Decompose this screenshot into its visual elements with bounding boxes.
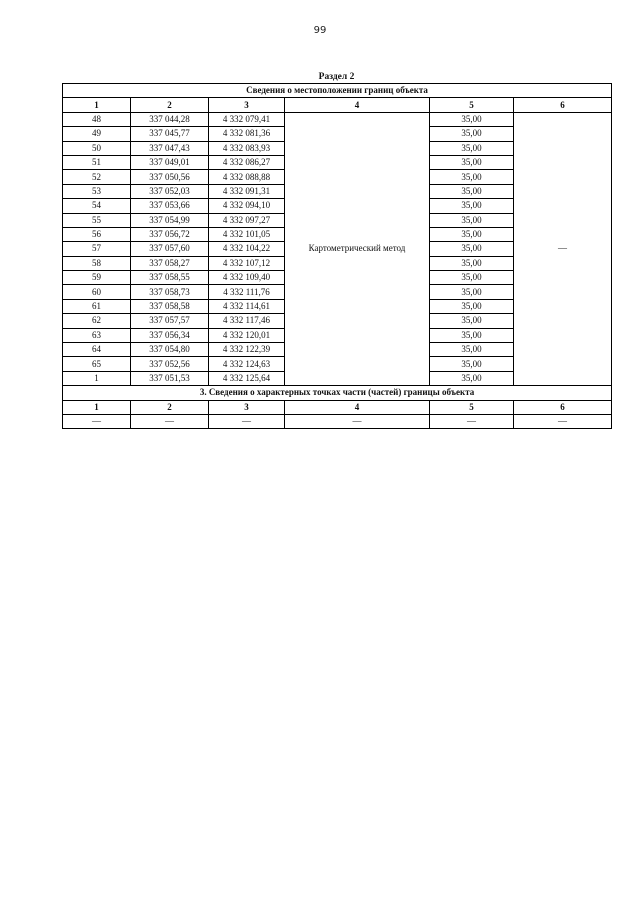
y-coordinate-cell: 4 332 079,41 [209,112,285,126]
x-coordinate-cell: 337 058,55 [131,271,209,285]
column-header: 6 [514,400,612,414]
column-header-row [63,400,612,414]
y-coordinate-cell: 4 332 114,61 [209,299,285,313]
page-number: 99 [313,25,327,36]
y-coordinate-cell: 4 332 111,76 [209,285,285,299]
table-cell: — [514,414,612,428]
x-coordinate-cell: 337 054,80 [131,343,209,357]
x-coordinate-cell: 337 057,57 [131,314,209,328]
column-header: 1 [63,98,131,112]
y-coordinate-cell: 4 332 109,40 [209,271,285,285]
point-number-cell: 56 [63,227,131,241]
boundary-table [62,83,612,429]
y-coordinate-cell: 4 332 107,12 [209,256,285,270]
column-header: 3 [209,400,285,414]
subsection-title-row [63,386,612,400]
y-coordinate-cell: 4 332 120,01 [209,328,285,342]
x-coordinate-cell: 337 047,43 [131,141,209,155]
point-number-cell: 60 [63,285,131,299]
point-number-cell: 58 [63,256,131,270]
table-cell: — [63,414,131,428]
point-number-cell: 55 [63,213,131,227]
y-coordinate-cell: 4 332 088,88 [209,170,285,184]
column-header: 4 [285,400,430,414]
point-number-cell: 64 [63,343,131,357]
column-header: 5 [430,98,514,112]
x-coordinate-cell: 337 058,27 [131,256,209,270]
point-number-cell: 49 [63,127,131,141]
accuracy-cell: 35,00 [430,256,514,270]
subsection-title: 3. Сведения о характерных точках части (частей) границы объекта [63,386,612,400]
column-header: 4 [285,98,430,112]
y-coordinate-cell: 4 332 122,39 [209,343,285,357]
point-number-cell: 62 [63,314,131,328]
accuracy-cell: 35,00 [430,112,514,126]
y-coordinate-cell: 4 332 086,27 [209,155,285,169]
x-coordinate-cell: 337 052,03 [131,184,209,198]
accuracy-cell: 35,00 [430,285,514,299]
x-coordinate-cell: 337 051,53 [131,371,209,385]
y-coordinate-cell: 4 332 125,64 [209,371,285,385]
accuracy-cell: 35,00 [430,371,514,385]
y-coordinate-cell: 4 332 101,05 [209,227,285,241]
column-header-row [63,98,612,112]
x-coordinate-cell: 337 052,56 [131,357,209,371]
point-number-cell: 63 [63,328,131,342]
accuracy-cell: 35,00 [430,213,514,227]
point-number-cell: 57 [63,242,131,256]
table-row [63,414,612,428]
point-number-cell: 52 [63,170,131,184]
x-coordinate-cell: 337 056,72 [131,227,209,241]
y-coordinate-cell: 4 332 097,27 [209,213,285,227]
accuracy-cell: 35,00 [430,343,514,357]
x-coordinate-cell: 337 058,58 [131,299,209,313]
accuracy-cell: 35,00 [430,141,514,155]
column-header: 5 [430,400,514,414]
column-header: 1 [63,400,131,414]
accuracy-cell: 35,00 [430,127,514,141]
accuracy-cell: 35,00 [430,314,514,328]
x-coordinate-cell: 337 057,60 [131,242,209,256]
point-number-cell: 51 [63,155,131,169]
accuracy-cell: 35,00 [430,170,514,184]
x-coordinate-cell: 337 053,66 [131,199,209,213]
y-coordinate-cell: 4 332 117,46 [209,314,285,328]
accuracy-cell: 35,00 [430,227,514,241]
point-number-cell: 1 [63,371,131,385]
x-coordinate-cell: 337 050,56 [131,170,209,184]
x-coordinate-cell: 337 054,99 [131,213,209,227]
accuracy-cell: 35,00 [430,199,514,213]
column-header: 3 [209,98,285,112]
x-coordinate-cell: 337 058,73 [131,285,209,299]
accuracy-cell: 35,00 [430,299,514,313]
column-header: 2 [131,98,209,112]
x-coordinate-cell: 337 049,01 [131,155,209,169]
table-row [63,112,612,126]
table-cell: — [285,414,430,428]
y-coordinate-cell: 4 332 124,63 [209,357,285,371]
method-cell: Картометрический метод [285,112,430,385]
accuracy-cell: 35,00 [430,242,514,256]
x-coordinate-cell: 337 044,28 [131,112,209,126]
point-number-cell: 50 [63,141,131,155]
accuracy-cell: 35,00 [430,328,514,342]
table-cell: — [131,414,209,428]
y-coordinate-cell: 4 332 083,93 [209,141,285,155]
y-coordinate-cell: 4 332 104,22 [209,242,285,256]
accuracy-cell: 35,00 [430,184,514,198]
column6-cell: — [514,112,612,385]
accuracy-cell: 35,00 [430,271,514,285]
section-title: Раздел 2 [318,72,355,82]
point-number-cell: 53 [63,184,131,198]
y-coordinate-cell: 4 332 081,36 [209,127,285,141]
point-number-cell: 61 [63,299,131,313]
x-coordinate-cell: 337 056,34 [131,328,209,342]
accuracy-cell: 35,00 [430,155,514,169]
column-header: 2 [131,400,209,414]
x-coordinate-cell: 337 045,77 [131,127,209,141]
subsection-title-row [63,84,612,98]
subsection-title: Сведения о местоположении границ объекта [63,84,612,98]
table-cell: — [430,414,514,428]
table-cell: — [209,414,285,428]
point-number-cell: 54 [63,199,131,213]
column-header: 6 [514,98,612,112]
y-coordinate-cell: 4 332 094,10 [209,199,285,213]
point-number-cell: 59 [63,271,131,285]
point-number-cell: 65 [63,357,131,371]
y-coordinate-cell: 4 332 091,31 [209,184,285,198]
point-number-cell: 48 [63,112,131,126]
accuracy-cell: 35,00 [430,357,514,371]
